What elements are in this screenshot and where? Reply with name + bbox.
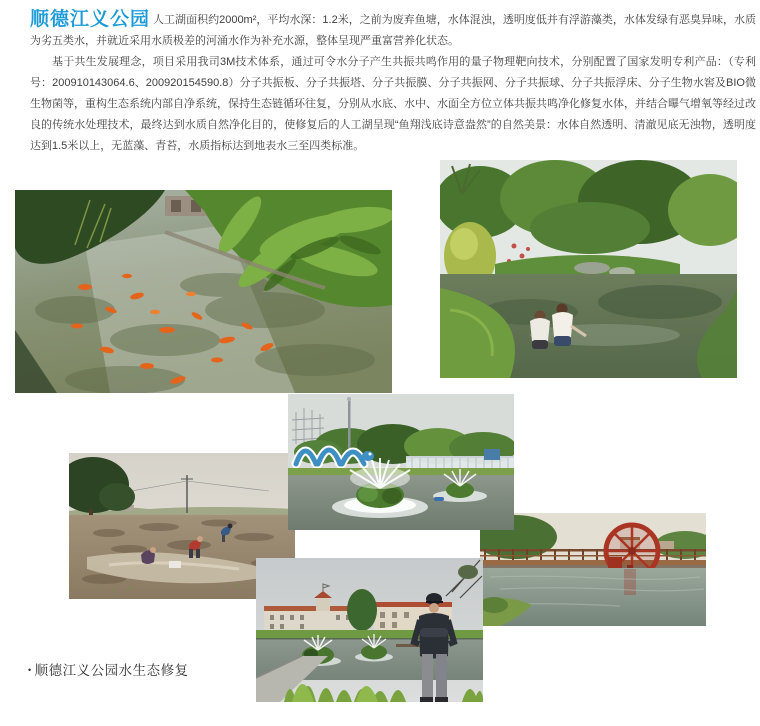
caption-label: 顺德江义公园水生态修复: [34, 663, 189, 678]
blue-booth: [484, 449, 500, 460]
caption-bullet-icon: •: [28, 665, 32, 675]
photo-dragon-fountain-pond: [288, 394, 514, 530]
paragraph-1: [30, 10, 756, 52]
photo-caption: [28, 659, 189, 679]
center-tree: [347, 589, 377, 631]
article-text-block: [30, 10, 756, 157]
photo-dragon-fountain-art: [288, 394, 514, 530]
foam-box: [169, 561, 181, 568]
photo-kids-by-pond: [440, 160, 737, 378]
wheel-reflection: [624, 569, 636, 595]
aerator-float: [434, 497, 444, 501]
photo-clear-pond-koi: [15, 190, 392, 393]
photo-man-fountain-pond: [256, 558, 483, 702]
page-title: 顺德江义公园: [30, 9, 151, 30]
paragraph-2: 基于共生发展理念，项目采用我司3M技术体系，通过可令水分子产生共振共鸣作用的量子物理靶向技术，分别配置了国家发明专利产品：（专利号：200910143064.6、200920154590.8）分子共振板、分子共振塔、分子共振膜、分子共振网、分子共振球、分子共振浮床、分子生物水窖及BIO微生物菌等，重构生态系统内部自净系统，保持生态链循环往复，分别从水底、水中、水面全方位立体共振共鸣净化修复水体，并结合曝气增氧等经过改良的传统水处理技术，最终达到水质自然净化目的，使修复后的人工湖呈现“鱼翔浅底诗意盎然”的自然美景：水体自然透明、清澈见底无浊物，透明度达到1.5米以上，无蓝藻、青苔，水质指标达到地表水三至四类标准。: [30, 56, 756, 152]
photo-clear-pond-koi-art: [15, 190, 392, 393]
photo-man-fountain-art: [256, 558, 483, 702]
paragraph-1-text: 人工湖面积约2000m²，平均水深：1.2米，之前为废弃鱼塘，水体混浊，透明度低并有浮游藻类，水体发绿有恶臭异味，水质为劣五类水，并就近采用水质极差的河涌水作为补充水源，整体呈现严重富营养化状态。: [30, 14, 756, 47]
photo-kids-by-pond-art: [440, 160, 737, 378]
